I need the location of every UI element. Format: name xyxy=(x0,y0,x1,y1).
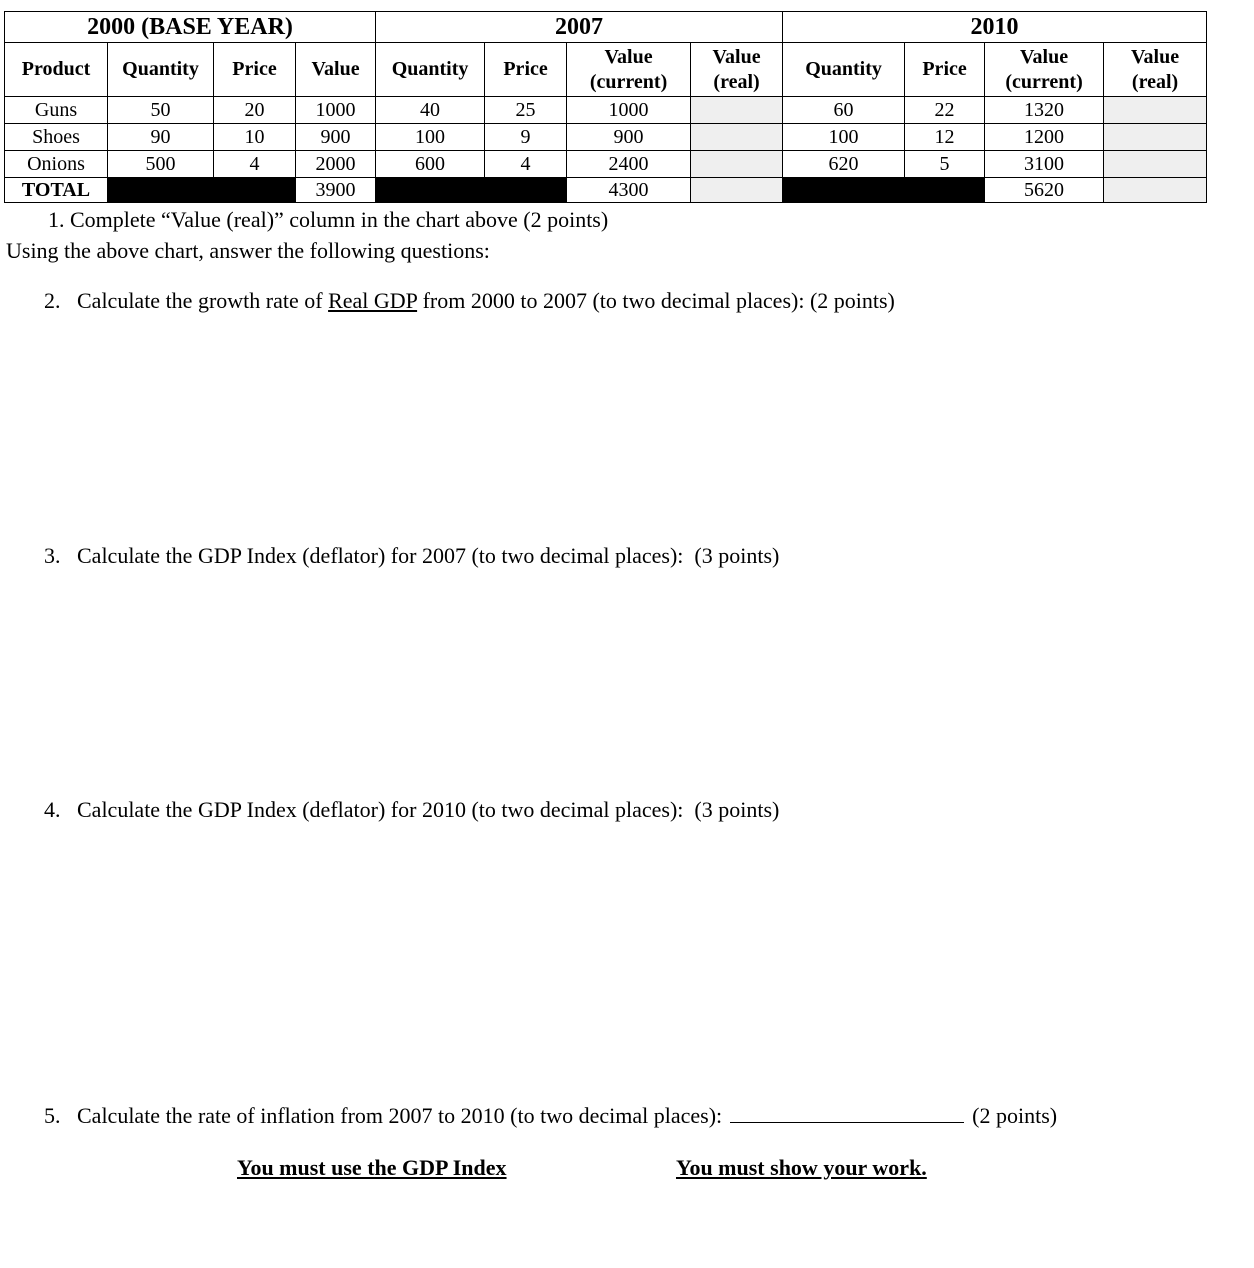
total-label: TOTAL xyxy=(5,178,108,203)
cell-quantity-2007: 100 xyxy=(376,124,485,151)
header-value-2000: Value xyxy=(296,43,376,97)
column-header-row xyxy=(5,43,1207,97)
table-row xyxy=(5,151,1207,178)
total-blackout-2007 xyxy=(376,178,567,203)
cell-price-2010: 5 xyxy=(905,151,985,178)
total-value-real-2010-blank[interactable] xyxy=(1104,178,1207,203)
header-product: Product xyxy=(5,43,108,97)
header-price-2007: Price xyxy=(485,43,567,97)
note-show-work: You must show your work. xyxy=(676,1155,927,1180)
header-value-real-line1: Value xyxy=(712,45,761,68)
total-value-2000: 3900 xyxy=(296,178,376,203)
total-value-real-2007-blank[interactable] xyxy=(691,178,783,203)
gdp-table xyxy=(4,11,1207,203)
cell-price-2000: 4 xyxy=(214,151,296,178)
question-5-text: 5. Calculate the rate of inflation from 2007 to 2010 (to two decimal places): xyxy=(44,1103,723,1128)
cell-price-2010: 12 xyxy=(905,124,985,151)
question-2-text: 2. Calculate the growth rate of xyxy=(44,288,329,313)
cell-value-real-2007-blank[interactable] xyxy=(691,151,783,178)
instructions: Using the above chart, answer the following questions: xyxy=(6,238,490,263)
cell-value-current-2007: 1000 xyxy=(567,97,691,124)
year-header-row xyxy=(5,12,1207,43)
cell-quantity-2000: 90 xyxy=(108,124,214,151)
note-use-gdp-index: You must use the GDP Index xyxy=(237,1155,507,1180)
question-3: 3. Calculate the GDP Index (deflator) for 2007 (to two decimal places): (3 points) xyxy=(44,543,780,568)
question-1: 1. Complete “Value (real)” column in the chart above (2 points) xyxy=(48,207,609,232)
header-value-real-2010 xyxy=(1104,43,1207,97)
cell-price-2007: 4 xyxy=(485,151,567,178)
cell-value-real-2010-blank[interactable] xyxy=(1104,124,1207,151)
cell-quantity-2010: 620 xyxy=(783,151,905,178)
header-price-2010: Price xyxy=(905,43,985,97)
header-value-current-line2: (current) xyxy=(589,70,668,93)
question-5 xyxy=(44,1103,1057,1129)
cell-value-current-2010: 1200 xyxy=(985,124,1104,151)
cell-product: Guns xyxy=(5,97,108,124)
cell-quantity-2000: 500 xyxy=(108,151,214,178)
cell-product: Shoes xyxy=(5,124,108,151)
cell-value-current-2010: 3100 xyxy=(985,151,1104,178)
header-value-real-2007 xyxy=(691,43,783,97)
header-value-real-line2: (real) xyxy=(1131,70,1179,93)
header-value-real-line2: (real) xyxy=(713,70,760,93)
table-row xyxy=(5,124,1207,151)
total-blackout-2010 xyxy=(783,178,985,203)
cell-value-2000: 900 xyxy=(296,124,376,151)
cell-value-real-2010-blank[interactable] xyxy=(1104,151,1207,178)
cell-value-real-2007-blank[interactable] xyxy=(691,124,783,151)
year-2007-header: 2007 xyxy=(376,12,783,43)
total-value-current-2007: 4300 xyxy=(567,178,691,203)
question-2-real-gdp: Real GDP xyxy=(328,288,418,313)
question-2-text-end: from 2000 to 2007 (to two decimal places): (2 points) xyxy=(417,288,895,313)
cell-value-real-2010-blank[interactable] xyxy=(1104,97,1207,124)
question-2 xyxy=(44,288,895,314)
header-value-current-line2: (current) xyxy=(1005,70,1083,93)
total-blackout-2000 xyxy=(108,178,296,203)
cell-value-2000: 2000 xyxy=(296,151,376,178)
cell-quantity-2000: 50 xyxy=(108,97,214,124)
cell-product: Onions xyxy=(5,151,108,178)
cell-price-2010: 22 xyxy=(905,97,985,124)
cell-value-real-2007-blank[interactable] xyxy=(691,97,783,124)
cell-value-current-2010: 1320 xyxy=(985,97,1104,124)
header-value-current-line1: Value xyxy=(1019,45,1069,68)
header-quantity-2007: Quantity xyxy=(376,43,485,97)
question-4: 4. Calculate the GDP Index (deflator) for 2010 (to two decimal places): (3 points) xyxy=(44,797,780,822)
cell-price-2000: 20 xyxy=(214,97,296,124)
cell-price-2000: 10 xyxy=(214,124,296,151)
header-price-2000: Price xyxy=(214,43,296,97)
header-value-current-2007 xyxy=(567,43,691,97)
header-value-current-2010 xyxy=(985,43,1104,97)
year-2000-header: 2000 (BASE YEAR) xyxy=(5,12,376,43)
total-row xyxy=(5,178,1207,203)
total-value-current-2010: 5620 xyxy=(985,178,1104,203)
header-value-real-line1: Value xyxy=(1130,45,1180,68)
cell-quantity-2010: 60 xyxy=(783,97,905,124)
cell-value-2000: 1000 xyxy=(296,97,376,124)
table-row xyxy=(5,97,1207,124)
cell-price-2007: 9 xyxy=(485,124,567,151)
question-5-points: (2 points) xyxy=(972,1103,1058,1128)
header-quantity-2010: Quantity xyxy=(783,43,905,97)
header-value-current-line1: Value xyxy=(604,45,653,68)
cell-quantity-2007: 600 xyxy=(376,151,485,178)
cell-quantity-2010: 100 xyxy=(783,124,905,151)
answer-blank[interactable] xyxy=(730,1121,964,1123)
cell-value-current-2007: 900 xyxy=(567,124,691,151)
cell-value-current-2007: 2400 xyxy=(567,151,691,178)
cell-quantity-2007: 40 xyxy=(376,97,485,124)
year-2010-header: 2010 xyxy=(783,12,1207,43)
header-quantity-2000: Quantity xyxy=(108,43,214,97)
cell-price-2007: 25 xyxy=(485,97,567,124)
